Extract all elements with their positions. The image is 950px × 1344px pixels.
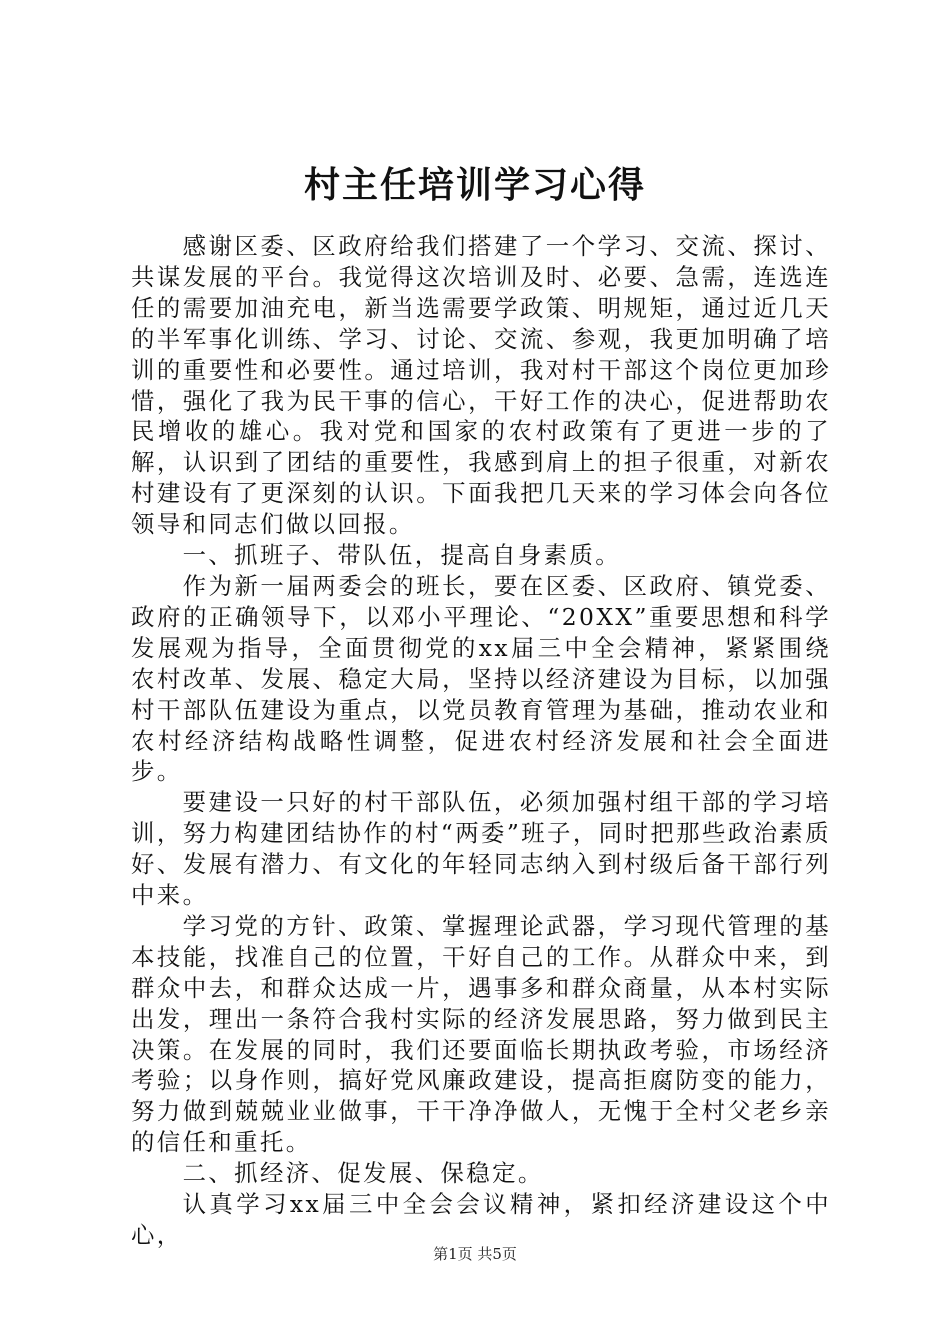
paragraph-study: 学习党的方针、政策、掌握理论武器，学习现代管理的基本技能，找准自己的位置，干好自己的工作。从群众中来，到群众中去，和群众达成一片，遇事多和群众商量，从本村实际出发，理出一条符合我村实际的经济发展思路，努力做到民主决策。在发展的同时，我们还要面临长期执政考验，市场经济考验；以身作则，搞好党风廉政建设，提高拒腐防变的能力，努力做到兢兢业业做事，干干净净做人，无愧于全村父老乡亲的信任和重托。	[131, 911, 831, 1157]
document-body	[131, 231, 831, 1251]
paragraph-team-building: 要建设一只好的村干部队伍，必须加强村组干部的学习培训，努力构建团结协作的村“两委”班子，同时把那些政治素质好、发展有潜力、有文化的年轻同志纳入到村级后备干部行列中来。	[131, 788, 831, 910]
section-heading-1: 一、抓班子、带队伍，提高自身素质。	[182, 541, 622, 570]
section-heading-2: 二、抓经济、促发展、保稳定。	[182, 1159, 544, 1188]
paragraph-leadership: 作为新一届两委会的班长，要在区委、区政府、镇党委、政府的正确领导下，以邓小平理论、“20XX”重要思想和科学发展观为指导，全面贯彻党的xx届三中全会精神，紧紧围绕农村改革、发展、稳定大局，坚持以经济建设为目标，以加强村干部队伍建设为重点，以党员教育管理为基础，推动农业和农村经济结构战略性调整，促进农村经济发展和社会全面进步。	[131, 571, 831, 786]
paragraph-economy: 认真学习xx届三中全会会议精神，紧扣经济建设这个中心，	[131, 1190, 831, 1249]
document-title: 村主任培训学习心得	[303, 164, 646, 206]
paragraph-intro: 感谢区委、区政府给我们搭建了一个学习、交流、探讨、共谋发展的平台。我觉得这次培训及时、必要、急需，连选连任的需要加油充电，新当选需要学政策、明规矩，通过近几天的半军事化训练、学习、讨论、交流、参观，我更加明确了培训的重要性和必要性。通过培训，我对村干部这个岗位更加珍惜，强化了我为民干事的信心，干好工作的决心，促进帮助农民增收的雄心。我对党和国家的农村政策有了更进一步的了解，认识到了团结的重要性，我感到肩上的担子很重，对新农村建设有了更深刻的认识。下面我把几天来的学习体会向各位领导和同志们做以回报。	[131, 232, 831, 539]
page-number-footer: 第1页 共5页	[433, 1245, 517, 1263]
